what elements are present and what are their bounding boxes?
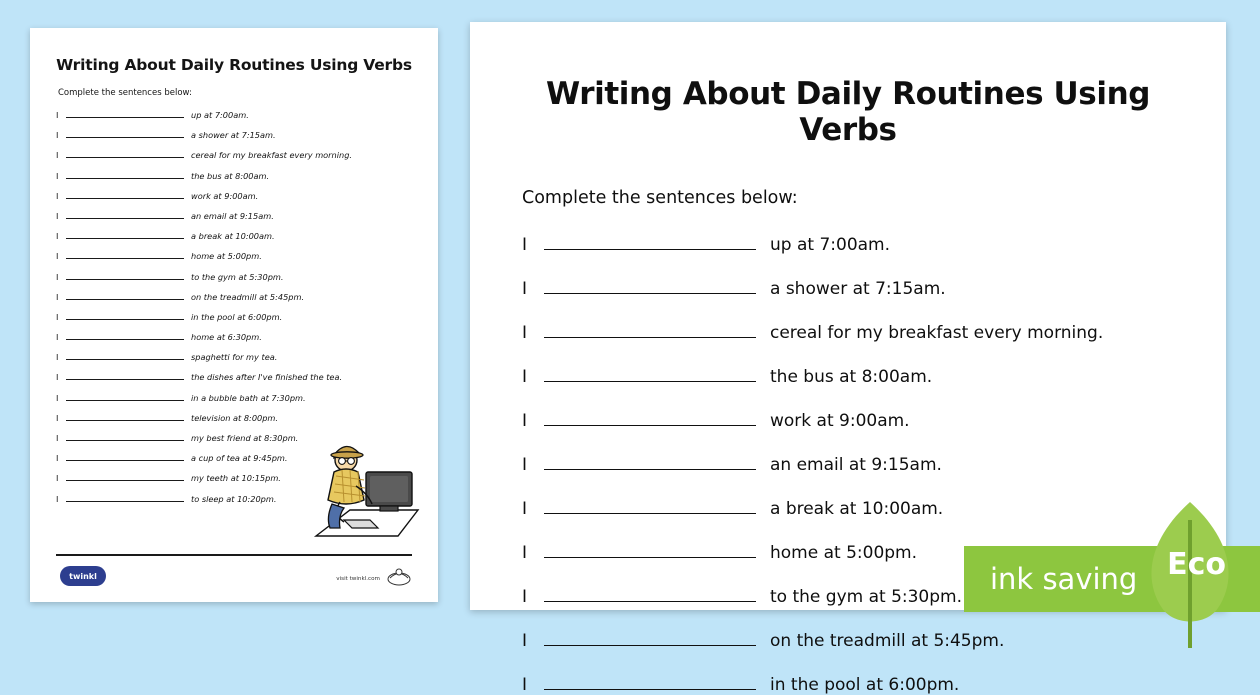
sentence-pronoun: I bbox=[522, 675, 528, 695]
thumbnail-sentence-row bbox=[56, 170, 412, 181]
answer-blank[interactable] bbox=[66, 392, 184, 401]
thumbnail-sentence-row bbox=[56, 190, 412, 201]
answer-blank[interactable] bbox=[544, 410, 756, 426]
sentence-pronoun: I bbox=[56, 332, 59, 343]
answer-blank[interactable] bbox=[66, 210, 184, 219]
sentence-tail: a cup of tea at 9:45pm. bbox=[191, 453, 288, 464]
sentence-tail: up at 7:00am. bbox=[770, 235, 891, 255]
answer-blank[interactable] bbox=[544, 498, 756, 514]
sentence-pronoun: I bbox=[56, 251, 59, 262]
thumbnail-instruction: Complete the sentences below: bbox=[58, 88, 192, 98]
thumbnail-sentence-row bbox=[56, 210, 412, 221]
eco-badge-leaf-label: Eco bbox=[1167, 547, 1226, 582]
sentence-row bbox=[522, 234, 1180, 255]
answer-blank[interactable] bbox=[66, 190, 184, 199]
sentence-row bbox=[522, 498, 1180, 519]
answer-blank[interactable] bbox=[544, 454, 756, 470]
sentence-row bbox=[522, 410, 1180, 431]
answer-blank[interactable] bbox=[66, 311, 184, 320]
eco-badge-text: ink saving bbox=[990, 562, 1138, 596]
sentence-pronoun: I bbox=[522, 367, 528, 387]
sentence-pronoun: I bbox=[56, 231, 59, 242]
worksheet-page[interactable] bbox=[470, 22, 1226, 695]
sentence-pronoun: I bbox=[56, 433, 59, 443]
sentence-tail: the bus at 8:00am. bbox=[770, 367, 933, 387]
thumbnail-sentence-row bbox=[56, 230, 412, 241]
answer-blank[interactable] bbox=[544, 322, 756, 338]
twinkl-logo: twinkl bbox=[60, 566, 106, 586]
sentence-tail: an email at 9:15am. bbox=[770, 455, 942, 475]
thumbnail-sentence-row bbox=[56, 311, 412, 322]
sentence-pronoun: I bbox=[56, 372, 59, 383]
sentence-pronoun: I bbox=[522, 499, 528, 519]
thumbnail-sentence-row bbox=[56, 271, 412, 282]
sentence-pronoun: I bbox=[522, 455, 528, 475]
answer-blank[interactable] bbox=[544, 234, 756, 250]
sentence-tail: work at 9:00am. bbox=[191, 190, 259, 201]
sentence-pronoun: I bbox=[56, 271, 59, 282]
sentence-tail: a break at 10:00am. bbox=[191, 231, 275, 242]
sentence-pronoun: I bbox=[522, 235, 528, 255]
answer-blank[interactable] bbox=[544, 630, 756, 646]
sentence-pronoun: I bbox=[56, 453, 59, 464]
answer-blank[interactable] bbox=[544, 674, 756, 690]
answer-blank[interactable] bbox=[66, 129, 184, 138]
thumbnail-sentence-row bbox=[56, 149, 412, 160]
sentence-tail: home at 5:00pm. bbox=[191, 251, 262, 262]
answer-blank[interactable] bbox=[544, 366, 756, 382]
sentence-pronoun: I bbox=[56, 473, 59, 484]
answer-blank[interactable] bbox=[66, 230, 184, 239]
answer-blank[interactable] bbox=[544, 278, 756, 294]
sentence-tail: a shower at 7:15am. bbox=[770, 279, 946, 299]
thumbnail-sentence-row bbox=[56, 129, 412, 140]
sentence-tail: in a bubble bath at 7:30pm. bbox=[191, 392, 306, 403]
answer-blank[interactable] bbox=[66, 271, 184, 280]
sentence-tail: an email at 9:15am. bbox=[191, 210, 274, 221]
sentence-tail: television at 8:00pm. bbox=[191, 412, 279, 423]
sentence-row bbox=[522, 630, 1180, 651]
sentence-tail: home at 6:30pm. bbox=[191, 332, 262, 343]
answer-blank[interactable] bbox=[66, 331, 184, 340]
sentence-tail: in the pool at 6:00pm. bbox=[191, 311, 283, 322]
sentence-tail: on the treadmill at 5:45pm. bbox=[770, 631, 1005, 651]
answer-blank[interactable] bbox=[66, 432, 184, 441]
sentence-tail: in the pool at 6:00pm. bbox=[770, 675, 960, 695]
answer-blank[interactable] bbox=[66, 170, 184, 179]
sentence-row bbox=[522, 366, 1180, 387]
sentence-pronoun: I bbox=[522, 587, 528, 607]
sentence-pronoun: I bbox=[56, 392, 59, 403]
thumbnail-sentence-row bbox=[56, 250, 412, 261]
sentence-pronoun: I bbox=[56, 311, 59, 322]
sentence-pronoun: I bbox=[522, 279, 528, 299]
answer-blank[interactable] bbox=[544, 586, 756, 602]
sentence-row bbox=[522, 322, 1180, 343]
sentence-pronoun: I bbox=[56, 291, 59, 302]
sentence-list bbox=[516, 234, 1180, 695]
sentence-tail: a shower at 7:15am. bbox=[191, 130, 276, 141]
sentence-pronoun: I bbox=[56, 412, 59, 423]
sentence-tail: cereal for my breakfast every morning. bbox=[770, 323, 1104, 343]
sentence-tail: spaghetti for my tea. bbox=[191, 352, 278, 363]
person-at-computer-illustration bbox=[310, 424, 422, 544]
thumbnail-sentence-row bbox=[56, 351, 412, 362]
sentence-row bbox=[522, 278, 1180, 299]
sentence-tail: work at 9:00am. bbox=[770, 411, 910, 431]
sentence-tail: my teeth at 10:15pm. bbox=[191, 473, 281, 484]
answer-blank[interactable] bbox=[66, 371, 184, 380]
thumbnail-sentence-row bbox=[56, 109, 412, 120]
thumbnail-sentence-row bbox=[56, 331, 412, 342]
answer-blank[interactable] bbox=[66, 493, 184, 502]
sentence-tail: to sleep at 10:20pm. bbox=[191, 493, 277, 504]
answer-blank[interactable] bbox=[66, 291, 184, 300]
sentence-pronoun: I bbox=[56, 210, 59, 221]
thumbnail-sentence-row bbox=[56, 392, 412, 403]
sentence-pronoun: I bbox=[56, 493, 59, 504]
thumbnail-preview-page[interactable] bbox=[30, 28, 438, 602]
answer-blank[interactable] bbox=[66, 250, 184, 259]
sentence-row bbox=[522, 674, 1180, 695]
thumbnail-sentence-row bbox=[56, 371, 412, 382]
sentence-pronoun: I bbox=[522, 323, 528, 343]
sentence-tail: the bus at 8:00am. bbox=[191, 170, 270, 181]
answer-blank[interactable] bbox=[66, 452, 184, 461]
thumbnail-sentence-row bbox=[56, 412, 412, 423]
answer-blank[interactable] bbox=[66, 412, 184, 421]
answer-blank[interactable] bbox=[66, 351, 184, 360]
sentence-pronoun: I bbox=[522, 631, 528, 651]
thumbnail-footer-rule bbox=[56, 554, 412, 556]
answer-blank[interactable] bbox=[66, 472, 184, 481]
sentence-pronoun: I bbox=[56, 130, 59, 141]
sentence-pronoun: I bbox=[56, 170, 59, 181]
answer-blank[interactable] bbox=[66, 109, 184, 118]
sentence-tail: home at 5:00pm. bbox=[770, 543, 918, 563]
sentence-tail: the dishes after I've finished the tea. bbox=[191, 372, 343, 383]
sentence-pronoun: I bbox=[56, 352, 59, 363]
sentence-pronoun: I bbox=[56, 150, 59, 161]
sentence-row bbox=[522, 454, 1180, 475]
sentence-tail: a break at 10:00am. bbox=[770, 499, 944, 519]
sentence-tail: my best friend at 8:30pm. bbox=[191, 433, 299, 443]
answer-blank[interactable] bbox=[66, 149, 184, 158]
sentence-pronoun: I bbox=[522, 543, 528, 563]
twinkl-stamp-icon bbox=[386, 566, 412, 588]
sentence-tail: on the treadmill at 5:45pm. bbox=[191, 291, 305, 302]
instruction-text: Complete the sentences below: bbox=[522, 188, 798, 208]
page-title: Writing About Daily Routines Using Verbs bbox=[545, 76, 1151, 148]
sentence-pronoun: I bbox=[56, 190, 59, 201]
sentence-tail: to the gym at 5:30pm. bbox=[191, 271, 284, 282]
sentence-tail: up at 7:00am. bbox=[191, 110, 249, 120]
sentence-tail: to the gym at 5:30pm. bbox=[770, 587, 963, 607]
sentence-pronoun: I bbox=[522, 411, 528, 431]
sentence-tail: cereal for my breakfast every morning. bbox=[191, 150, 352, 161]
thumbnail-sentence-row bbox=[56, 291, 412, 302]
thumbnail-title: Writing About Daily Routines Using Verbs bbox=[56, 56, 412, 74]
sentence-pronoun: I bbox=[56, 110, 59, 120]
thumbnail-footer-url: visit twinkl.com bbox=[336, 576, 380, 582]
answer-blank[interactable] bbox=[544, 542, 756, 558]
